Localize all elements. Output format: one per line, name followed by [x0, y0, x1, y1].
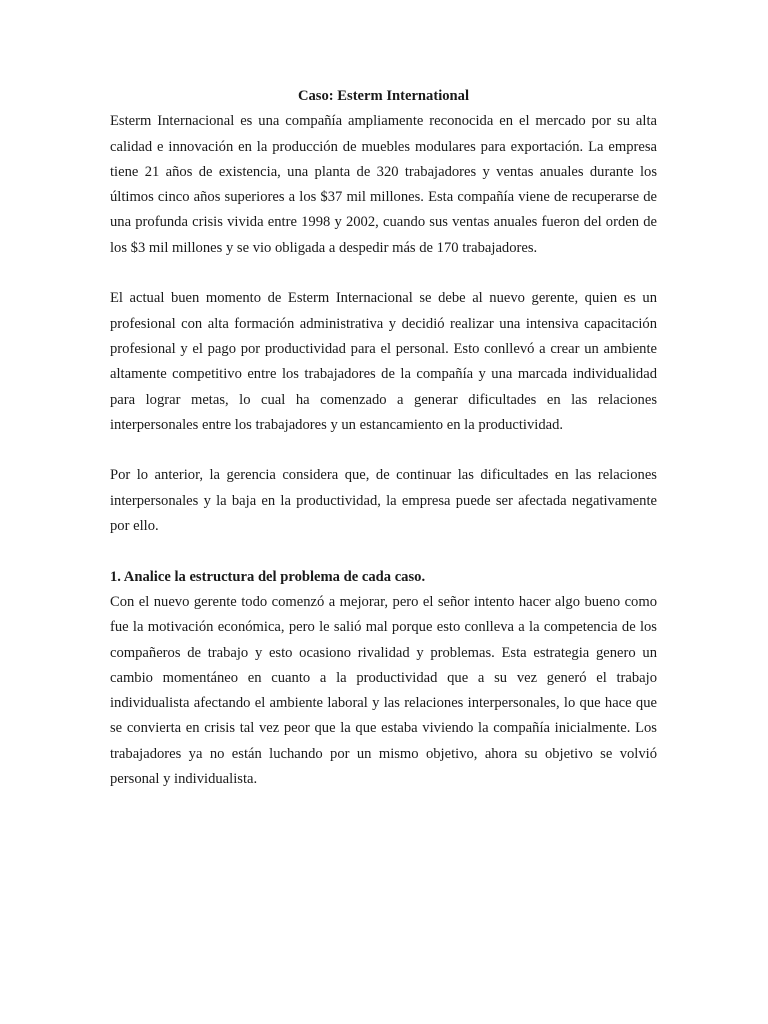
paragraph-new-manager: El actual buen momento de Esterm Internacional se debe al nuevo gerente, quien es un profesional con alta formación administrativa y decidió realizar una intensiva capacitación profesional y el pago por productividad para el personal. Esto conllevó a crear un ambiente altamente competitivo entre los trabajadores de la compañía y una marcada individualidad para lograr metas, lo cual ha comenzado a generar dificultades en las relaciones interpersonales entre los trabajadores y un estancamiento en la productividad. [110, 290, 657, 433]
paragraph-management-concern: Por lo anterior, la gerencia considera que, de continuar las dificultades en las relaciones interpersonales y la baja en la productividad, la empresa puede ser afectada negativamente por ello. [110, 467, 657, 535]
question-heading: 1. Analice la estructura del problema de cada caso. [110, 568, 426, 585]
paragraph-company-intro: Esterm Internacional es una compañía ampliamente reconocida en el mercado por su alta calidad e innovación en la producción de muebles modulares para exportación. La empresa tiene 21 años de existencia, una planta de 320 trabajadores y ventas anuales durante los últimos cinco años superiores a los $37 mil millones. Esta compañía viene de recuperarse de una profunda crisis vivida entre 1998 y 2002, cuando sus ventas anuales fueron del orden de los $3 mil millones y se vio obligada a despedir más de 170 trabajadores. [110, 113, 657, 256]
document-body [110, 84, 657, 792]
paragraph-spacer [110, 438, 657, 463]
answer-paragraph: Con el nuevo gerente todo comenzó a mejorar, pero el señor intento hacer algo bueno como fue la motivación económica, pero le salió mal porque esto conlleva a la competencia de los compañeros de trabajo y esto ocasiono rivalidad y problemas. Esta estrategia genero un cambio momentáneo en cuanto a la productividad que a su vez generó el trabajo individualista afectando el ambiente laboral y las relaciones interpersonales, lo que hace que se convierta en crisis tal vez peor que la que estaba viviendo la compañía inicialmente. Los trabajadores ya no están luchando por un mismo objetivo, ahora su objetivo se volvió personal y individualista. [110, 593, 657, 788]
document-title: Caso: Esterm International [297, 88, 470, 104]
paragraph-spacer [110, 539, 657, 564]
paragraph-spacer [110, 261, 657, 286]
